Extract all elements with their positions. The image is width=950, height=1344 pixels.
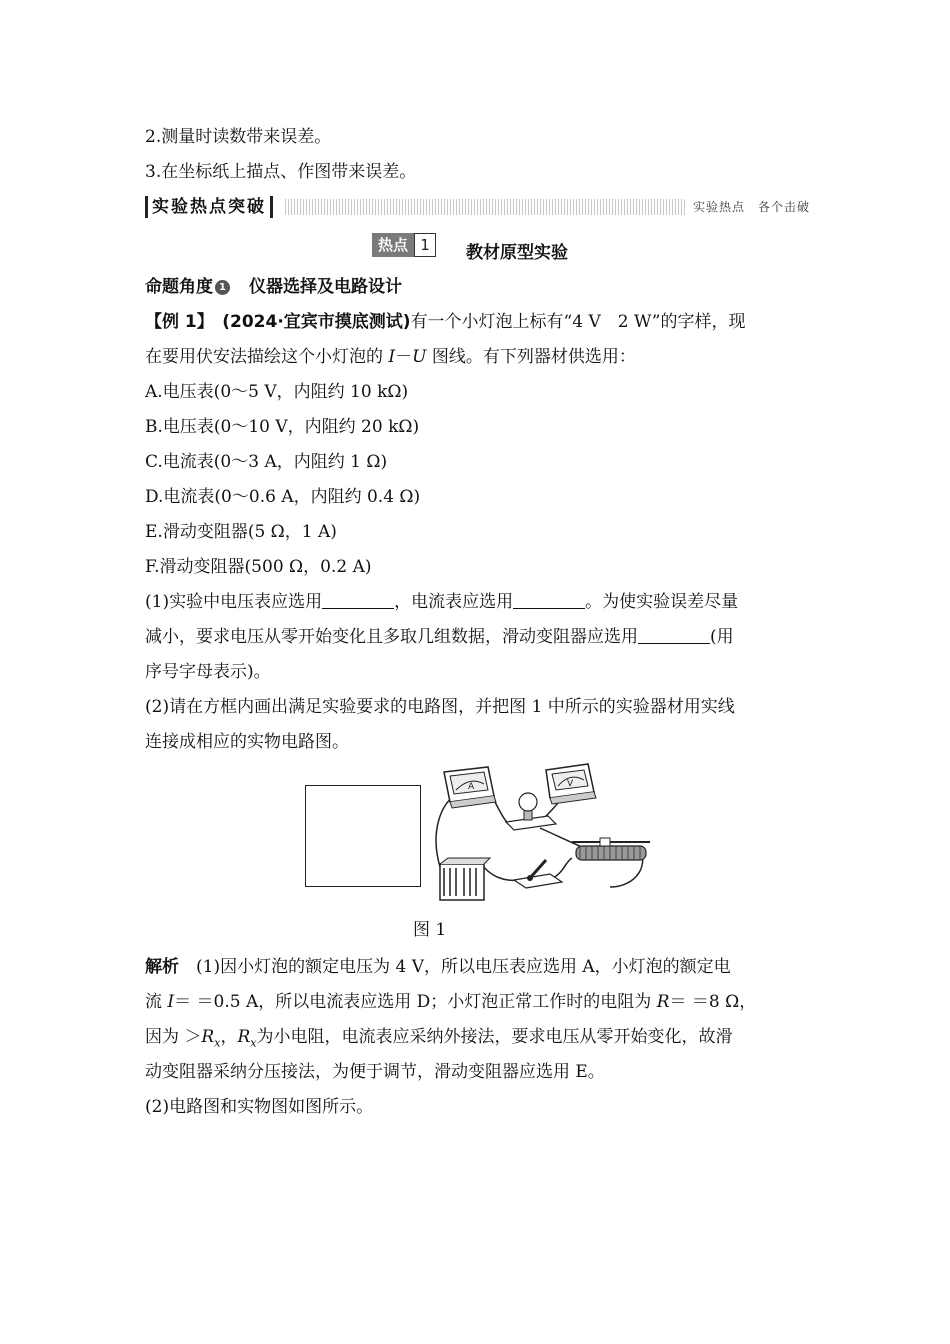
solution-line-4: 动变阻器采纳分压接法，为便于调节，滑动变阻器应选用 E。 [145,1062,605,1082]
question-2-line-2: 连接成相应的实物电路图。 [145,732,349,752]
angle-title: 仪器选择及电路设计 [249,277,402,297]
example-text: 图线。有下列器材供选用： [426,347,636,367]
ammeter [444,767,496,808]
example-line-2 [145,345,810,369]
question-1-line-3: 序号字母表示)。 [145,662,271,682]
solution-text: ＝ ＝0.5 A，所以电流表应选用 D；小灯泡正常工作时的电阻为 [174,992,657,1012]
section-title: 实验热点突破 [145,196,273,218]
hotspot-label: 热点 [372,233,414,257]
figure-caption: 图 1 [413,920,447,940]
q1-text: 减小，要求电压从零开始变化且多取几组数据，滑动变阻器应选用 [145,627,638,647]
solution-tag: 解析 [145,957,179,977]
voltmeter-label: V [567,779,574,789]
rheostat [572,838,650,860]
var-R: R [237,1027,251,1047]
switch [514,860,562,888]
solution-line-5: (2)电路图和实物图如图所示。 [145,1097,374,1117]
option-e: E.滑动变阻器(5 Ω，1 A) [145,522,337,542]
solution-line-2 [145,990,810,1014]
var-I: I [388,347,396,367]
question-1-line-2 [145,625,810,649]
solution-text: ＝ ＝8 Ω， [669,992,757,1012]
example-source: (2024·宜宾市摸底测试) [222,312,411,332]
question-2-line-1: (2)请在方框内画出满足实验要求的电路图，并把图 1 中所示的实验器材用实线 [145,697,735,717]
var-R: R [656,992,670,1012]
example-text: 在要用伏安法描绘这个小灯泡的 [145,347,389,367]
option-d: D.电流表(0～0.6 A，内阻约 0.4 Ω) [145,487,421,507]
question-angle [145,275,810,299]
var-U: U [412,347,427,367]
subscript-x: x [214,1036,221,1050]
solution-line-1 [145,955,810,979]
option-a: A.电压表(0～5 V，内阻约 10 kΩ) [145,382,409,402]
option-f: F.滑动变阻器(500 Ω，0.2 A) [145,557,372,577]
var-R: R [201,1027,215,1047]
solution-text: ， [220,1027,238,1047]
section-header [145,196,810,218]
angle-number: 1 [215,280,230,295]
error-item-3: 3.在坐标纸上描点、作图带来误差。 [145,162,417,182]
q1-text: (1)实验中电压表应选用 [145,592,323,612]
option-b: B.电压表(0～10 V，内阻约 20 kΩ) [145,417,420,437]
ammeter-label: A [468,782,475,792]
error-item-2: 2.测量时读数带来误差。 [145,127,332,147]
circuit-drawing-box[interactable] [305,785,421,887]
var-I: I [167,992,175,1012]
q1-text: 。为使实验误差尽量 [585,592,739,612]
answer-blank-ammeter[interactable] [513,592,585,609]
apparatus-illustration [430,762,660,912]
question-1-line-1 [145,590,810,614]
hotspot-number: 1 [414,233,436,257]
answer-blank-rheostat[interactable] [638,627,710,644]
solution-text: 因为 ＞ [145,1027,202,1047]
solution-text: 流 [145,992,168,1012]
example-tag: 【例 1】 [145,312,206,332]
lamp [506,793,556,830]
solution-text: (1)因小灯泡的额定电压为 4 V，所以电压表应选用 A，小灯泡的额定电 [196,957,731,977]
solution-line-3 [145,1025,810,1055]
solution-text: 为小电阻，电流表应采纳外接法，要求电压从零开始变化，故滑 [256,1027,733,1047]
battery [440,858,490,900]
dash: － [395,347,413,367]
wire [540,828,582,847]
wire [480,862,520,880]
voltmeter [546,764,596,804]
example-text: 有一个小灯泡上标有“4 V 2 W”的字样，现 [410,312,746,332]
hotspot-title: 教材原型实验 [466,243,568,263]
hotspot-badge [372,233,436,257]
example-line-1 [145,310,810,334]
q1-text: ，电流表应选用 [394,592,514,612]
subscript-x: x [250,1036,257,1050]
q1-text: (用 [710,627,734,647]
answer-blank-voltmeter[interactable] [322,592,394,609]
option-c: C.电流表(0～3 A，内阻约 1 Ω) [145,452,388,472]
section-subtitle: 实验热点 各个击破 [687,196,810,218]
angle-prefix: 命题角度 [145,277,213,297]
